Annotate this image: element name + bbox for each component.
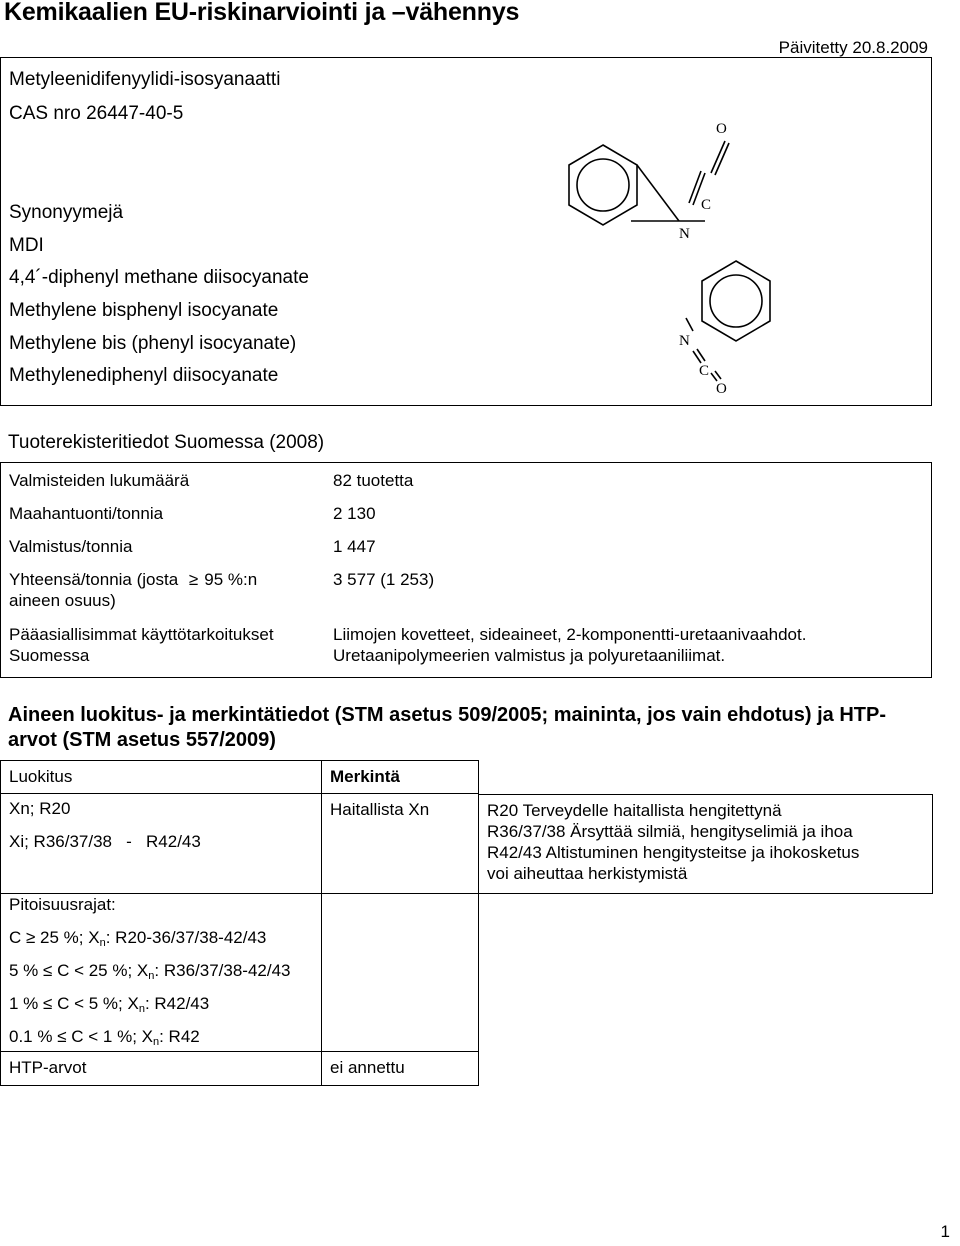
- limits-cell: [0, 894, 322, 1052]
- substance-name: Metyleenidifenyylidi-isosyanaatti: [9, 69, 281, 90]
- col-header-luokitus: Luokitus: [0, 760, 322, 794]
- r-phrase: R20 Terveydelle haitallista hengitettynä: [487, 801, 782, 820]
- r-phrases-cell: [479, 794, 933, 894]
- classification-heading: Aineen luokitus- ja merkintätiedot (STM asetus 509/2005; maininta, jos vain ehdotus) ja HTP-arvot (STM asetus 557/2009): [8, 704, 886, 751]
- benzene-inner-circle-lower: [710, 275, 762, 327]
- registry-label: Pääasiallisimmat käyttötarkoitukset: [9, 625, 274, 644]
- registry-value: 2 130: [333, 504, 376, 523]
- synonym-item: MDI: [9, 235, 44, 256]
- synonyms-heading: Synonyymejä: [9, 202, 124, 223]
- limits-marking-empty: [322, 894, 479, 1052]
- registry-value: 1 447: [333, 537, 376, 556]
- atom-label-n: N: [679, 226, 690, 242]
- atom-label-n: N: [679, 333, 690, 349]
- substance-box: [0, 57, 932, 406]
- page-number: 1: [940, 1222, 950, 1241]
- synonym-item: Methylene bis (phenyl isocyanate): [9, 333, 297, 354]
- registry-heading: Tuoterekisteritiedot Suomessa (2008): [8, 432, 325, 453]
- registry-value: Liimojen kovetteet, sideaineet, 2-komponentti-uretaanivaahdot.: [333, 625, 807, 644]
- registry-label: aineen osuus): [9, 591, 116, 610]
- benzene-inner-circle-upper: [577, 159, 629, 211]
- atom-label-c: C: [699, 363, 710, 379]
- registry-label: Valmisteiden lukumäärä: [9, 471, 190, 490]
- r-phrase: voi aiheuttaa herkistymistä: [487, 864, 688, 883]
- registry-value: 82 tuotetta: [333, 471, 414, 490]
- class-item: Xn; R20: [9, 799, 71, 818]
- r-phrase: R36/37/38 Ärsyttää silmiä, hengityselimiä ja ihoa: [487, 822, 853, 841]
- r-phrase: R42/43 Altistuminen hengitysteitse ja ihokosketus: [487, 843, 860, 862]
- benzene-ring-upper: [569, 145, 637, 225]
- classification-cell: [0, 794, 322, 894]
- benzene-ring-lower: [702, 261, 770, 341]
- registry-value: 3 577 (1 253): [333, 570, 435, 589]
- atom-label-o: O: [716, 121, 727, 137]
- synonym-item: Methylene bisphenyl isocyanate: [9, 300, 279, 321]
- htp-label: HTP-arvot: [0, 1052, 322, 1086]
- cas-number: CAS nro 26447-40-5: [9, 103, 184, 124]
- registry-label: Maahantuonti/tonnia: [9, 504, 164, 523]
- class-item: Xi; R36/37/38 - R42/43: [9, 832, 201, 851]
- registry-label: Valmistus/tonnia: [9, 537, 133, 556]
- limit-item: C ≥ 25 %; $X_n$: R20-36/37/38-42/43: [9, 928, 267, 949]
- limit-item: 5 % ≤ C < 25 %; $X_n$: R36/37/38-42/43: [9, 961, 291, 982]
- registry-label: Yhteensä/tonnia (josta ≥ 95 %:n: [9, 570, 258, 589]
- limit-item: 1 % ≤ C < 5 %; $X_n$: R42/43: [9, 994, 210, 1015]
- atom-label-c: C: [701, 197, 712, 213]
- registry-label: Suomessa: [9, 646, 90, 665]
- synonym-item: 4,4´-diphenyl methane diisocyanate: [9, 267, 309, 288]
- synonym-item: Methylenediphenyl diisocyanate: [9, 365, 279, 386]
- limit-item: 0.1 % ≤ C < 1 %; $X_n$: R42: [9, 1027, 200, 1048]
- mdi-structure-diagram: [541, 113, 781, 393]
- col-header-merkinta: Merkintä: [322, 760, 479, 794]
- marking-cell: Haitallista Xn: [322, 794, 479, 894]
- limits-heading: Pitoisuusrajat:: [9, 895, 116, 914]
- atom-label-o: O: [716, 381, 727, 393]
- htp-value: ei annettu: [322, 1052, 479, 1086]
- document-title: Kemikaalien EU-riskinarviointi ja –vähennys: [4, 0, 520, 26]
- updated-date: Päivitetty 20.8.2009: [778, 38, 928, 57]
- registry-table: [0, 462, 932, 678]
- registry-value: Uretaanipolymeerien valmistus ja polyuretaaniliimat.: [333, 646, 726, 665]
